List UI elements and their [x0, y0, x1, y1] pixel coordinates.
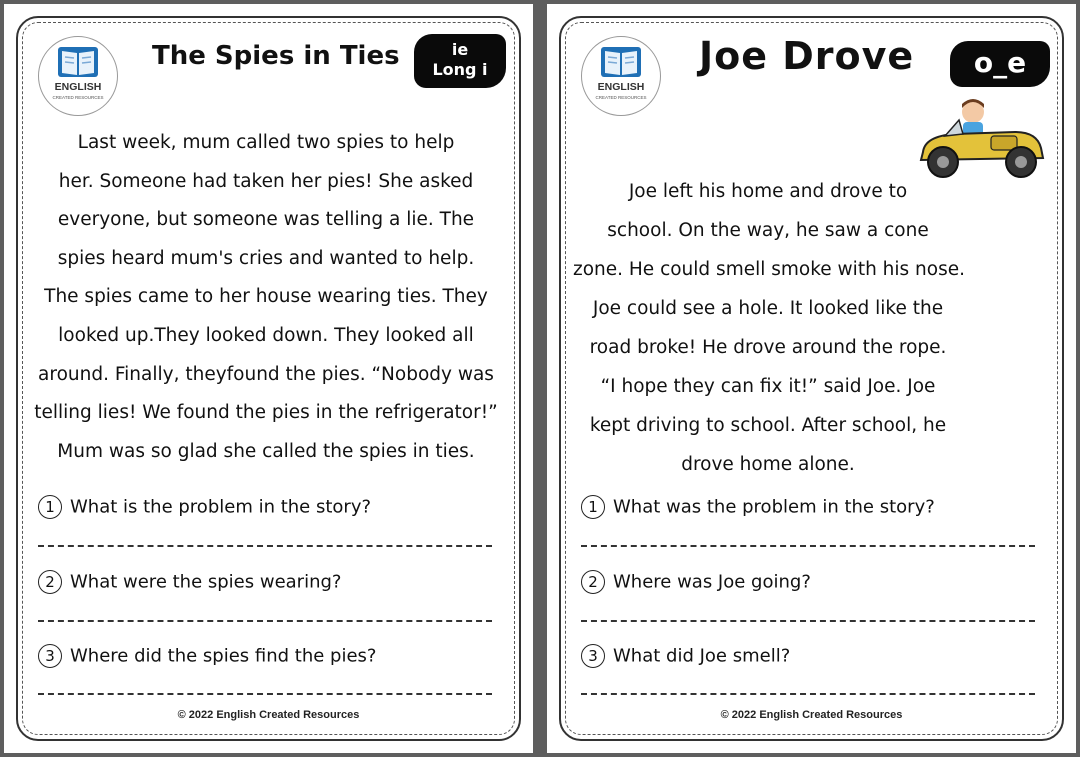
phonics-badge: o_e: [950, 41, 1050, 87]
story-line: drove home alone.: [681, 454, 855, 475]
book-icon: [55, 45, 101, 81]
question-2: [581, 570, 811, 594]
logo-subtext: CREATED RESOURCES: [52, 95, 104, 100]
question-text: What did Joe smell?: [613, 645, 791, 667]
story-line: Joe left his home and drove to: [628, 181, 908, 202]
question-text: What is the problem in the story?: [70, 496, 372, 518]
story-line: everyone, but someone was telling a lie. The: [57, 209, 475, 231]
question-number: 1: [581, 495, 605, 519]
question-number: 2: [581, 570, 605, 594]
question-number: 1: [38, 495, 62, 519]
story-line: kept driving to school. After school, he: [589, 415, 947, 436]
question-3: [38, 644, 376, 668]
english-logo: [581, 36, 661, 116]
question-text: Where did the spies find the pies?: [70, 645, 377, 667]
copyright-footer: © 2022 English Created Resources: [720, 709, 903, 721]
badge-line-2: Long i: [432, 60, 488, 79]
story-line: zone. He could smell smoke with his nose.: [573, 259, 966, 280]
story-line: Joe could see a hole. It looked like the: [592, 298, 944, 319]
story-line: “I hope they can fix it!” said Joe. Joe: [600, 376, 936, 397]
page-title: The Spies in Ties: [152, 41, 400, 71]
answer-line-2[interactable]: [38, 620, 492, 622]
question-number: 3: [581, 644, 605, 668]
logo-text: ENGLISH: [597, 81, 645, 93]
story-line: road broke! He drove around the rope.: [589, 337, 947, 358]
car-illustration: [915, 96, 1049, 182]
book-icon: [598, 45, 644, 81]
story-line: school. On the way, he saw a cone: [607, 220, 929, 241]
worksheet-joe-drove: [547, 4, 1076, 753]
story-line: telling lies! We found the pies in the refrigerator!”: [34, 402, 498, 424]
story-text: [30, 124, 502, 471]
story-line: looked up.They looked down. They looked all: [58, 324, 474, 346]
story-line: Last week, mum called two spies to help: [77, 132, 455, 153]
english-logo: [38, 36, 118, 116]
question-1: [581, 495, 935, 519]
story-line: The spies came to her house wearing ties. They: [44, 286, 488, 308]
story-line: her. Someone had taken her pies! She asked: [58, 170, 474, 192]
phonics-badge: [414, 34, 506, 88]
question-2: [38, 570, 341, 594]
question-number: 2: [38, 570, 62, 594]
page-title: Joe Drove: [699, 34, 915, 78]
question-text: What was the problem in the story?: [613, 496, 935, 518]
answer-line-3[interactable]: [581, 693, 1035, 695]
answer-line-3[interactable]: [38, 693, 492, 695]
answer-line-1[interactable]: [581, 545, 1035, 547]
badge-line-1: ie: [451, 40, 469, 59]
answer-line-2[interactable]: [581, 620, 1035, 622]
question-3: [581, 644, 790, 668]
story-line: around. Finally, theyfound the pies. “Nobody was: [38, 363, 494, 385]
question-number: 3: [38, 644, 62, 668]
copyright-footer: © 2022 English Created Resources: [177, 709, 360, 721]
story-text: [573, 172, 966, 484]
logo-subtext: CREATED RESOURCES: [595, 95, 647, 100]
question-text: Where was Joe going?: [613, 571, 811, 593]
answer-line-1[interactable]: [38, 545, 492, 547]
story-line: Mum was so glad she called the spies in ties.: [57, 440, 475, 462]
question-text: What were the spies wearing?: [70, 571, 342, 593]
story-line: spies heard mum's cries and wanted to help.: [57, 247, 475, 269]
logo-text: ENGLISH: [54, 81, 102, 93]
question-1: [38, 495, 371, 519]
worksheet-spies-in-ties: [4, 4, 533, 753]
